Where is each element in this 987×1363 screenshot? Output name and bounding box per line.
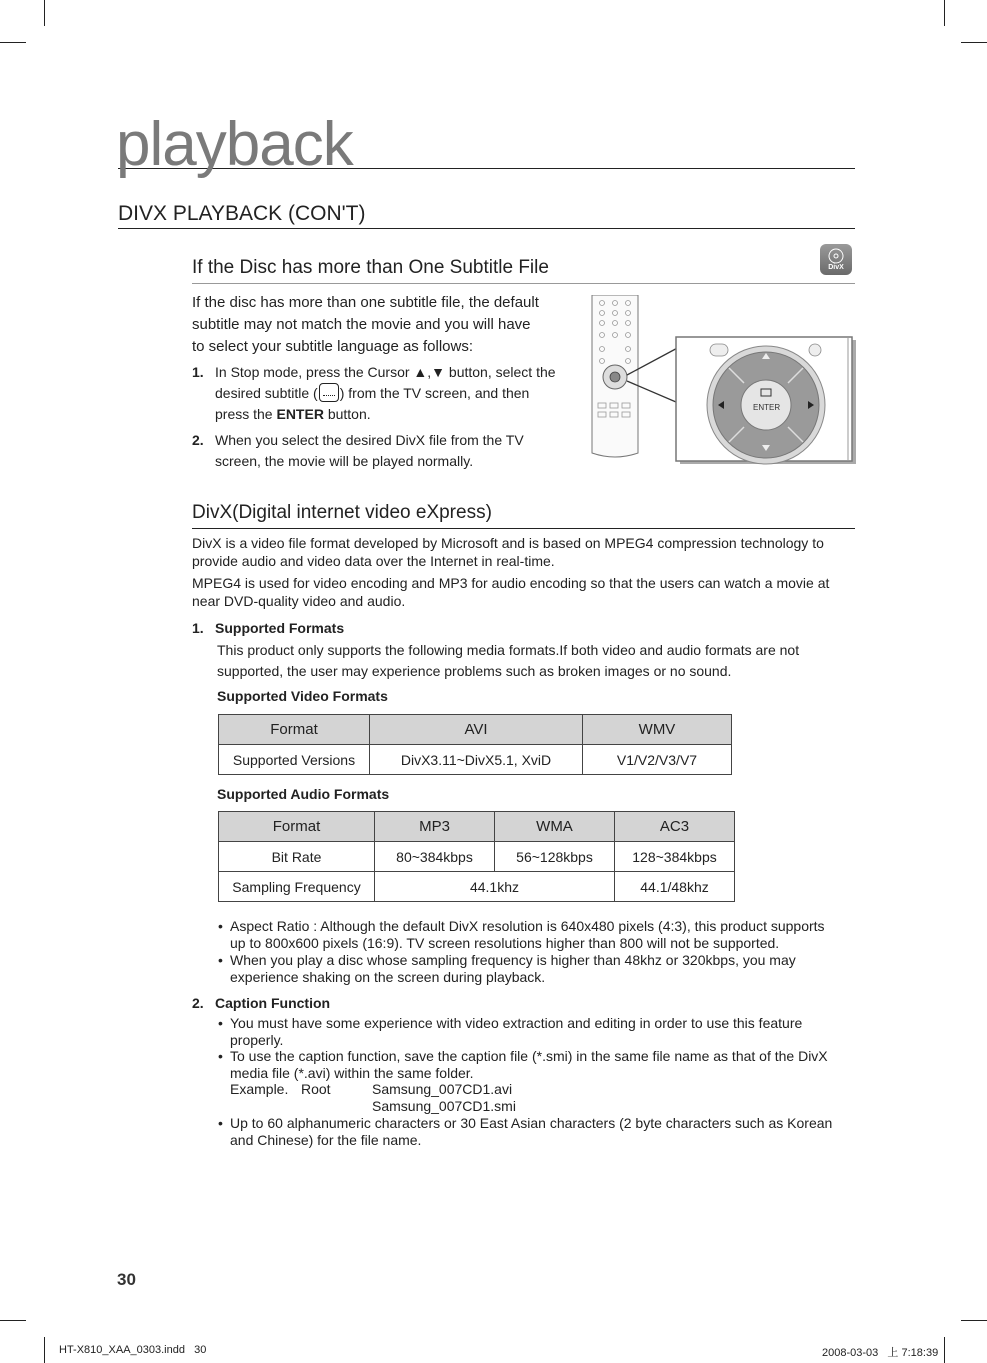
- subtitle-icon: [319, 383, 339, 402]
- divx-para-1: DivX is a video file format developed by Microsoft and is based on MPEG4 compression technology to provide audio and video data over the Internet in real-time.: [192, 535, 824, 569]
- crop-mark: [0, 42, 26, 43]
- crop-mark: [944, 1337, 945, 1363]
- table-row: Sampling Frequency 44.1khz 44.1/48khz: [219, 872, 735, 902]
- crop-mark: [944, 0, 945, 26]
- page-number: 30: [117, 1270, 136, 1289]
- caption-note-3: • Up to 60 alphanumeric characters or 30 East Asian characters (2 byte characters such as Korean and Chinese) for the file name.: [218, 1115, 833, 1148]
- supported-formats-desc: This product only supports the following media formats.If both video and audio formats are not supported, the user may experience problems such as broken images or no sound.: [217, 642, 800, 679]
- table-row: Supported Versions DivX3.11~DivX5.1, XviD V1/V2/V3/V7: [219, 745, 732, 775]
- crop-mark: [44, 1337, 45, 1363]
- footer-timestamp: 2008-03-03 上 7:18:39: [822, 1347, 939, 1359]
- remote-icon: [588, 295, 858, 465]
- divx-heading: DivX(Digital internet video eXpress): [192, 500, 855, 529]
- subtitle-heading: If the Disc has more than One Subtitle File: [192, 255, 855, 284]
- section-label: playback: [116, 110, 353, 179]
- crop-mark: [961, 1320, 987, 1321]
- video-formats-title: Supported Video Formats: [217, 688, 388, 704]
- crop-mark: [961, 42, 987, 43]
- remote-control-illustration: [588, 295, 858, 465]
- table-header-row: Format MP3 WMA AC3: [219, 812, 735, 842]
- crop-mark: [44, 0, 45, 26]
- step-2: 2. When you select the desired DivX file from the TV screen, the movie will be played normally.: [192, 432, 524, 469]
- subtitle-intro: If the disc has more than one subtitle file, the default subtitle may not match the movie and you will have to select your subtitle language as follows:: [192, 294, 539, 355]
- note-aspect-ratio: • Aspect Ratio : Although the default DivX resolution is 640x480 pixels (4:3), this product supports up to 800x600 pixels (16:9). TV screen resolutions higher than 800 will not be supported.: [218, 918, 825, 951]
- audio-formats-title: Supported Audio Formats: [217, 786, 390, 802]
- footer-file: HT-X810_XAA_0303.indd 30: [59, 1344, 207, 1356]
- page-title: DIVX PLAYBACK (CON'T): [118, 200, 855, 229]
- caption-note-2: • To use the caption function, save the caption file (*.smi) in the same file name as that of the DivX media file (*.avi) within the same folder. Example. Root Samsung_007CD1.avi Samsung_007CD1.smi: [218, 1048, 828, 1114]
- divx-badge-icon: DivX: [820, 244, 852, 275]
- divx-para-2: MPEG4 is used for video encoding and MP3 for audio encoding so that the users can watch a movie at near DVD-quality video and audio.: [192, 575, 830, 609]
- table-header-row: Format AVI WMV: [219, 715, 732, 745]
- caption-note-1: • You must have some experience with video extraction and editing in order to use this feature properly.: [218, 1015, 803, 1048]
- video-formats-table: [218, 714, 732, 775]
- step-1: 1. In Stop mode, press the Cursor ▲,▼ button, select the desired subtitle ( ) from the TV screen, and then press the ENTER button.: [192, 364, 556, 422]
- audio-formats-table: [218, 811, 735, 902]
- crop-mark: [0, 1320, 26, 1321]
- enter-button-label: ENTER: [753, 403, 781, 412]
- note-sampling: • When you play a disc whose sampling frequency is higher than 48khz or 320kbps, you may experience shaking on the screen during playback.: [218, 952, 796, 985]
- table-row: Bit Rate 80~384kbps 56~128kbps 128~384kbps: [219, 842, 735, 872]
- section-header: [116, 80, 855, 179]
